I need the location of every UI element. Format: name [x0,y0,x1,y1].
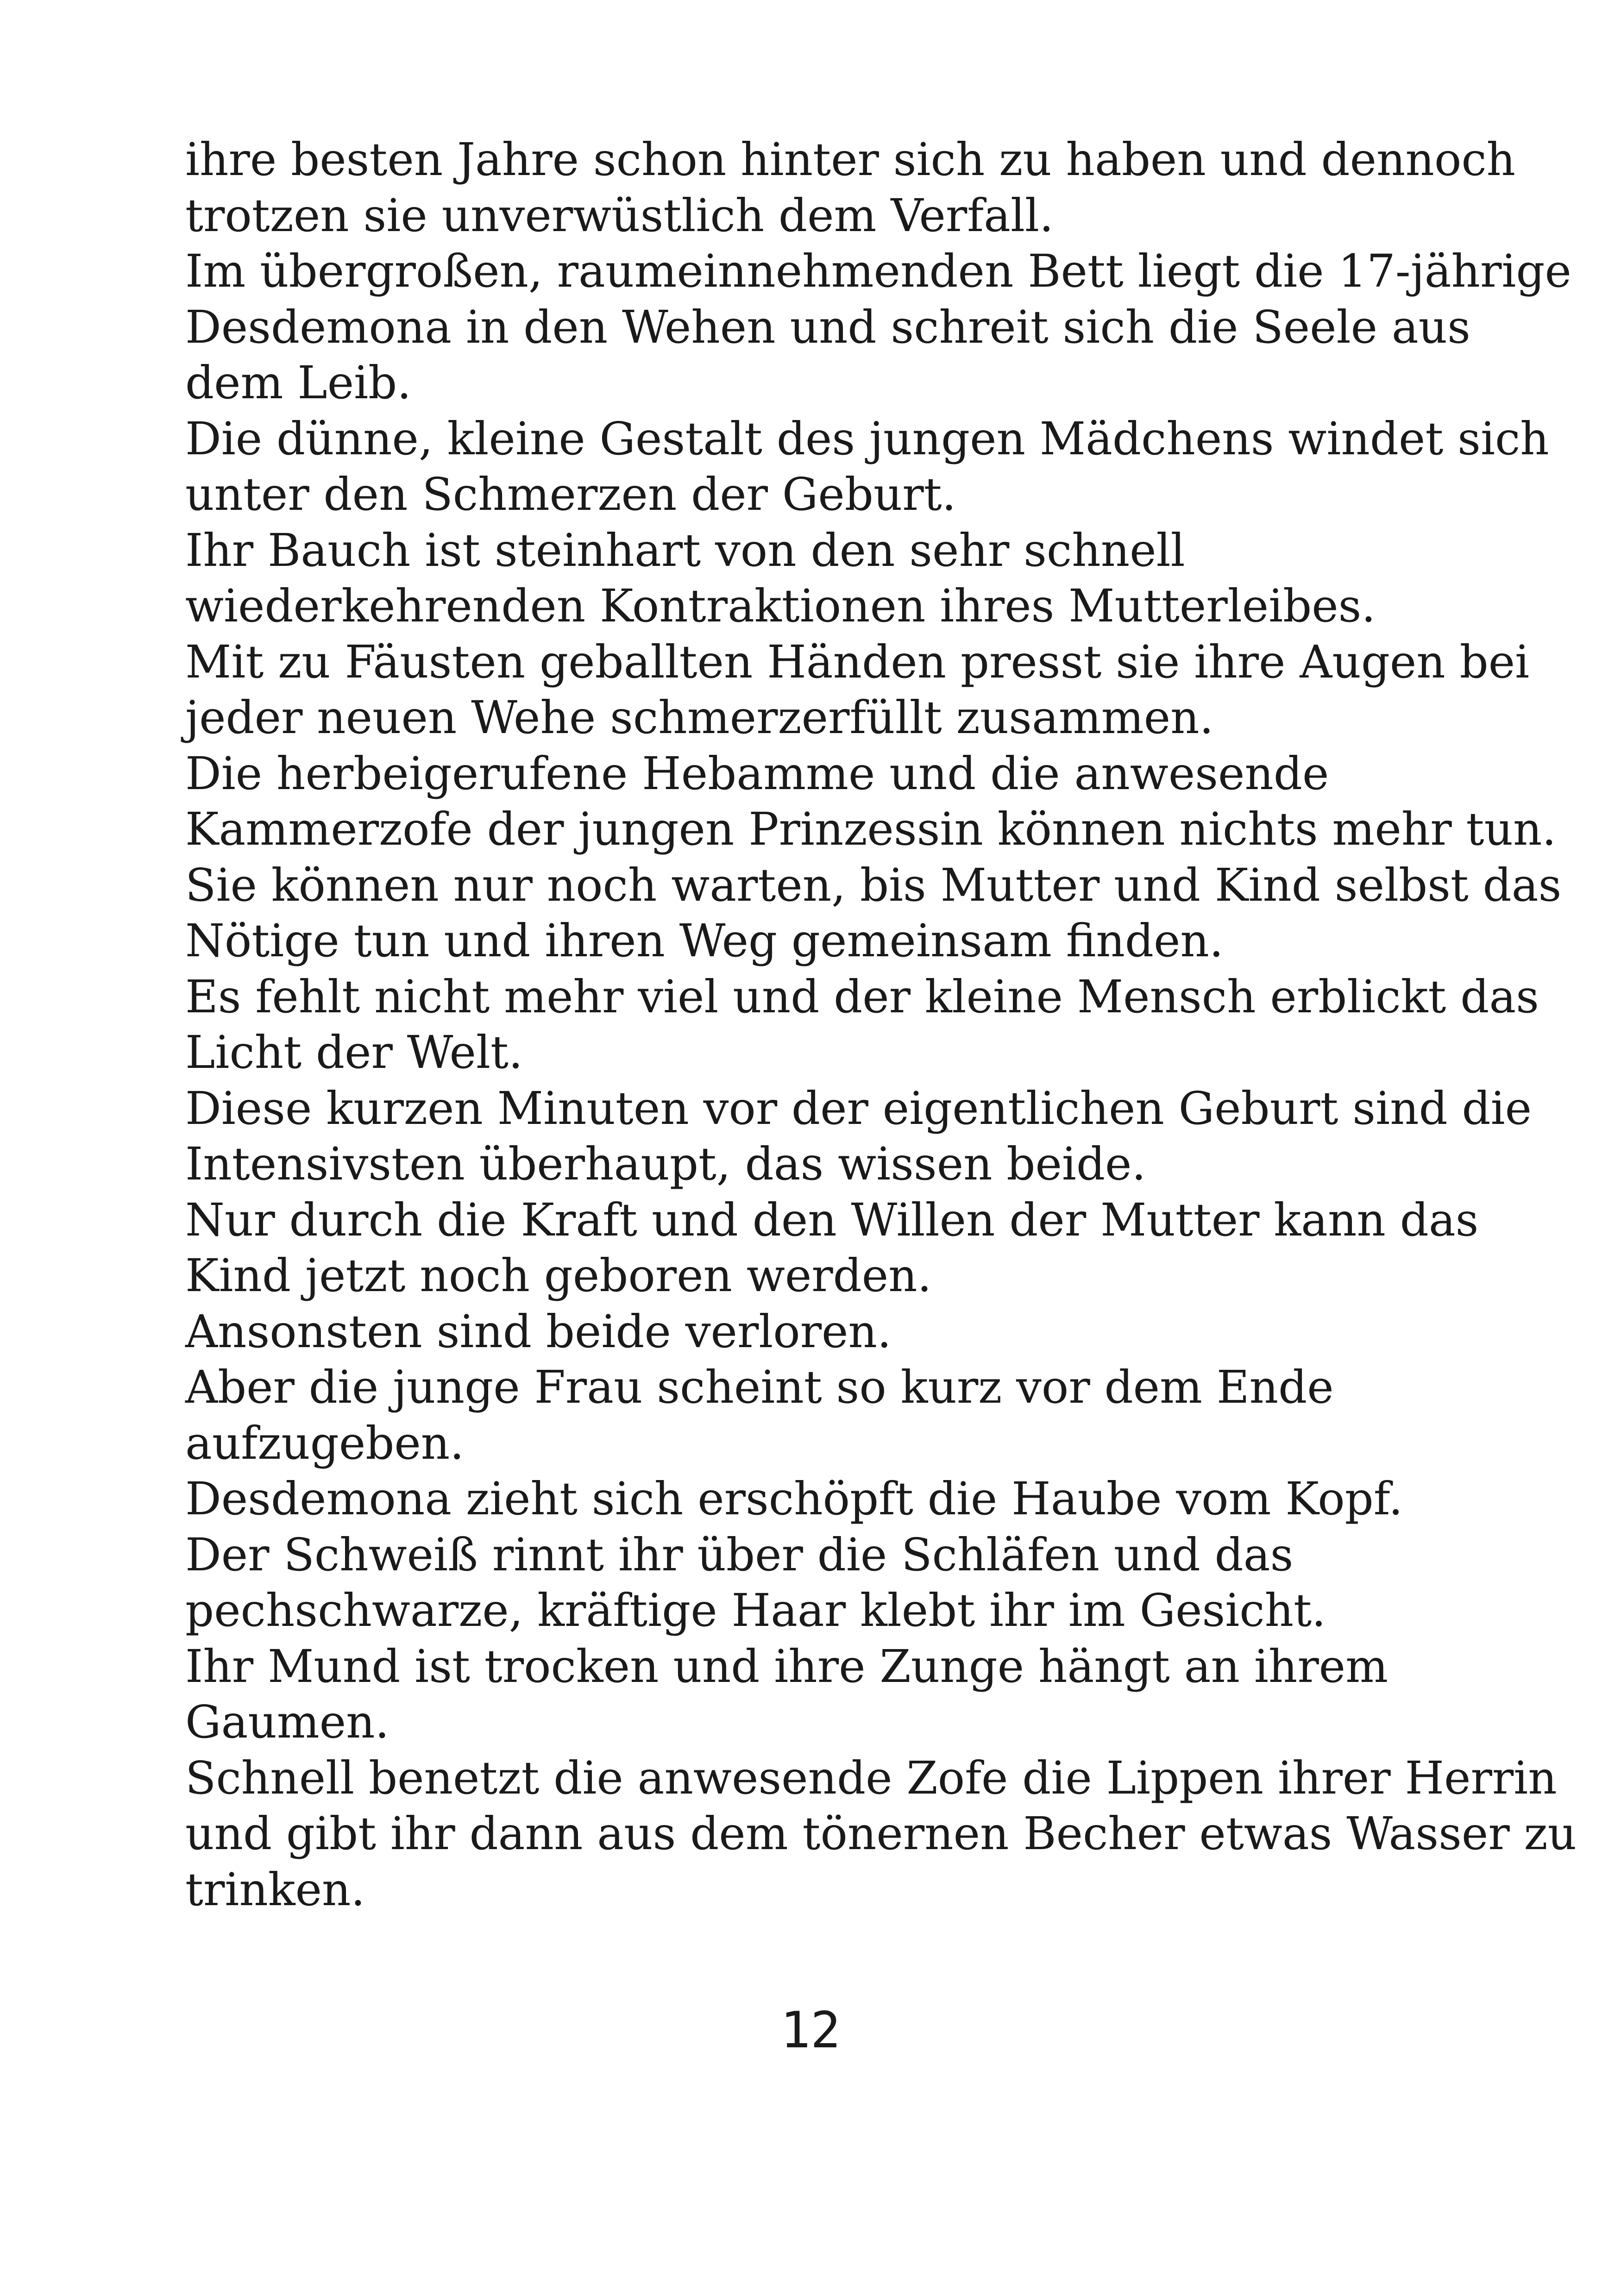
text-line: jeder neuen Wehe schmerzerfüllt zusammen. [185,691,1214,744]
text-line: Licht der Welt. [185,1026,523,1079]
text-line: Nur durch die Kraft und den Willen der Mutter kann das [185,1193,1479,1246]
text-line: pechschwarze, kräftige Haar klebt ihr im Gesicht. [185,1584,1326,1637]
text-line: Mit zu Fäusten geballten Händen presst sie ihre Augen bei [185,635,1530,688]
text-line: aufzugeben. [185,1417,465,1469]
text-line: Diese kurzen Minuten vor der eigentlichen Geburt sind die [185,1082,1532,1135]
text-line: Kind jetzt noch geboren werden. [185,1249,932,1302]
text-line: Der Schweiß rinnt ihr über die Schläfen und das [185,1528,1294,1581]
body-text [185,132,1577,1918]
text-line: ihre besten Jahre schon hinter sich zu haben und dennoch [185,133,1516,186]
text-line: Aber die junge Frau scheint so kurz vor dem Ende [185,1361,1334,1413]
text-line: Desdemona zieht sich erschöpft die Haube vom Kopf. [185,1473,1403,1525]
text-line: und gibt ihr dann aus dem tönernen Becher etwas Wasser zu [185,1807,1577,1860]
text-line: Ihr Mund ist trocken und ihre Zunge hängt an ihrem [185,1640,1389,1693]
text-line: Kammerzofe der jungen Prinzessin können nichts mehr tun. [185,803,1557,855]
text-line: Desdemona in den Wehen und schreit sich die Seele aus [185,301,1470,353]
page-number: 12 [780,2001,841,2059]
text-line: Im übergroßen, raumeinnehmenden Bett liegt die 17-jährige [185,245,1571,297]
text-line: Sie können nur noch warten, bis Mutter und Kind selbst das [185,859,1562,911]
text-line: wiederkehrenden Kontraktionen ihres Mutterleibes. [185,580,1376,632]
text-line: dem Leib. [185,357,412,409]
text-line: Die herbeigerufene Hebamme und die anwesende [185,747,1329,800]
text-line: Ihr Bauch ist steinhart von den sehr schnell [185,524,1185,577]
text-line: Gaumen. [185,1696,390,1748]
text-line: Nötige tun und ihren Weg gemeinsam finden. [185,915,1224,967]
text-line: trotzen sie unverwüstlich dem Verfall. [185,189,1054,242]
text-line: Es fehlt nicht mehr viel und der kleine Mensch erblickt das [185,970,1539,1023]
text-line: Die dünne, kleine Gestalt des jungen Mädchens windet sich [185,412,1549,465]
text-line: unter den Schmerzen der Geburt. [185,468,956,521]
text-line: Ansonsten sind beide verloren. [185,1305,892,1358]
text-line: Schnell benetzt die anwesende Zofe die Lippen ihrer Herrin [185,1751,1557,1804]
text-line: Intensivsten überhaupt, das wissen beide. [185,1138,1146,1190]
text-line: trinken. [185,1863,365,1916]
